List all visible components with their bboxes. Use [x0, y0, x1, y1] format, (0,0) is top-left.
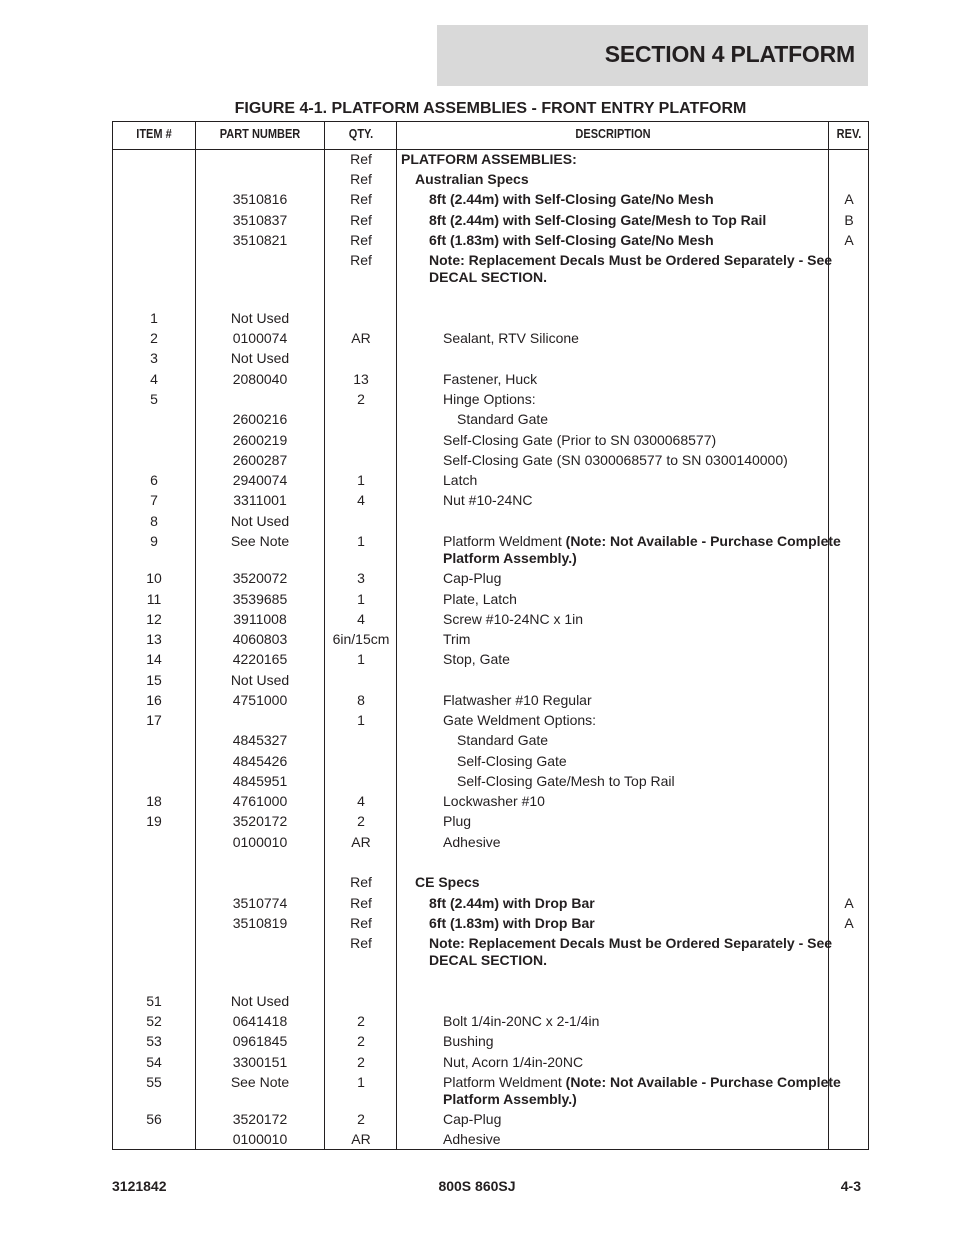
- description: [397, 813, 873, 830]
- item-number: 51: [146, 993, 162, 1009]
- item-number: 52: [146, 1013, 162, 1029]
- part-number: 2600287: [232, 452, 288, 468]
- item-number: 11: [146, 591, 162, 607]
- part-number: See Note: [230, 533, 290, 549]
- quantity: 1: [357, 651, 365, 667]
- item-number: 5: [150, 391, 158, 407]
- figure-title: FIGURE 4-1. PLATFORM ASSEMBLIES - FRONT ENTRY PLATFORM: [234, 100, 747, 117]
- item-number: 15: [146, 672, 162, 688]
- header-divider: [113, 149, 868, 150]
- item-number: 12: [146, 611, 162, 627]
- description: [397, 1074, 873, 1108]
- item-number: 3: [150, 350, 158, 366]
- item-number: 8: [150, 513, 158, 529]
- item-number: 53: [146, 1033, 162, 1049]
- part-number: 3510816: [232, 191, 288, 207]
- quantity: Ref: [350, 252, 372, 268]
- quantity: 2: [357, 1054, 365, 1070]
- quantity: 1: [357, 533, 365, 549]
- description-text: 8ft (2.44m) with Drop Bar: [429, 895, 595, 911]
- part-number: 2600219: [232, 432, 288, 448]
- description: [397, 1013, 873, 1030]
- description: [397, 753, 887, 770]
- description: [397, 915, 859, 932]
- description-text: CE Specs: [415, 874, 480, 890]
- description-text: Cap-Plug: [443, 570, 502, 586]
- part-number: Not Used: [230, 350, 290, 366]
- quantity: AR: [351, 330, 371, 346]
- part-number: 3510821: [232, 232, 288, 248]
- description-text: PLATFORM ASSEMBLIES:: [401, 151, 577, 167]
- part-number: 3510774: [232, 895, 288, 911]
- item-number: 4: [150, 371, 158, 387]
- quantity: 6in/15cm: [332, 631, 390, 647]
- part-number: 4845951: [232, 773, 288, 789]
- description-text: Self-Closing Gate (Prior to SN 0300068577): [443, 432, 717, 448]
- item-number: 56: [146, 1111, 162, 1127]
- quantity: Ref: [350, 191, 372, 207]
- part-number: 2940074: [232, 472, 288, 488]
- quantity: 4: [357, 793, 365, 809]
- description: [397, 371, 873, 388]
- description-text: 6ft (1.83m) with Drop Bar: [429, 915, 595, 931]
- description-text: Plate, Latch: [443, 591, 517, 607]
- part-number: Not Used: [230, 310, 290, 326]
- quantity: 2: [357, 1033, 365, 1049]
- part-number: 3911008: [233, 611, 287, 627]
- part-number: 4220165: [232, 651, 288, 667]
- description: [397, 151, 831, 168]
- description: [397, 1131, 873, 1148]
- footer-model: 800S 860SJ: [438, 1178, 516, 1194]
- part-number: 0961845: [232, 1033, 288, 1049]
- description-text: Hinge Options:: [443, 391, 536, 407]
- part-number: 3510819: [232, 915, 288, 931]
- description-text: Bolt 1/4in-20NC x 2-1/4in: [443, 1013, 600, 1029]
- description: [397, 631, 873, 648]
- description-text: Fastener, Huck: [443, 371, 538, 387]
- item-number: 55: [146, 1074, 162, 1090]
- description-text: Australian Specs: [415, 171, 529, 187]
- part-number: 3539685: [232, 591, 288, 607]
- quantity: 2: [357, 813, 365, 829]
- quantity: 2: [357, 391, 365, 407]
- quantity: AR: [351, 1131, 371, 1147]
- quantity: 3: [357, 570, 365, 586]
- item-number: 16: [146, 692, 162, 708]
- part-number: Not Used: [230, 993, 290, 1009]
- quantity: 1: [357, 472, 365, 488]
- part-number: 4845426: [232, 753, 288, 769]
- description: [397, 472, 873, 489]
- part-number: 4761000: [232, 793, 288, 809]
- description: [397, 171, 845, 188]
- quantity: 4: [357, 492, 365, 508]
- description-text: Sealant, RTV Silicone: [443, 330, 579, 346]
- description-text: Self-Closing Gate (SN 0300068577 to SN 0300140000): [443, 452, 788, 468]
- description: [397, 330, 873, 347]
- description-text: Nut, Acorn 1/4in-20NC: [443, 1054, 584, 1070]
- quantity: 1: [357, 712, 365, 728]
- description: [397, 834, 873, 851]
- description-text: Screw #10-24NC x 1in: [443, 611, 584, 627]
- description: [397, 533, 873, 567]
- part-number: 2600216: [232, 411, 288, 427]
- description: [397, 411, 887, 428]
- description: [397, 191, 859, 208]
- part-number: 2080040: [232, 371, 288, 387]
- quantity: Ref: [350, 895, 372, 911]
- part-number: 0100010: [232, 834, 288, 850]
- description: [397, 651, 873, 668]
- description-text: Standard Gate: [457, 411, 549, 427]
- item-number: 2: [150, 330, 158, 346]
- header-item: ITEM #: [136, 127, 172, 141]
- description-text: Adhesive: [443, 834, 501, 850]
- quantity: Ref: [350, 915, 372, 931]
- quantity: 2: [357, 1013, 365, 1029]
- item-number: 10: [146, 570, 162, 586]
- description-text: Flatwasher #10 Regular: [443, 692, 592, 708]
- part-number: 0641418: [232, 1013, 288, 1029]
- header-description: DESCRIPTION: [575, 127, 651, 141]
- description: [397, 712, 873, 729]
- description-text: Trim: [443, 631, 471, 647]
- header-part-number: PART NUMBER: [219, 127, 301, 141]
- description: [397, 1111, 873, 1128]
- quantity: 1: [357, 1074, 365, 1090]
- quantity: 4: [357, 611, 365, 627]
- quantity: Ref: [350, 232, 372, 248]
- description-text: Gate Weldment Options:: [443, 712, 597, 728]
- description-text: Standard Gate: [457, 732, 549, 748]
- revision: A: [844, 232, 854, 248]
- description: [397, 773, 887, 790]
- quantity: Ref: [350, 874, 372, 890]
- description-text: Self-Closing Gate: [457, 753, 567, 769]
- header-rev: REV.: [836, 127, 862, 141]
- description-text: Adhesive: [443, 1131, 501, 1147]
- description-text: 6ft (1.83m) with Self-Closing Gate/No Mesh: [429, 232, 714, 248]
- description: [397, 1054, 873, 1071]
- description-text: Nut #10-24NC: [443, 492, 533, 508]
- description-text: Lockwasher #10: [443, 793, 545, 809]
- part-number: 4060803: [232, 631, 288, 647]
- item-number: 6: [150, 472, 158, 488]
- item-number: 1: [150, 310, 158, 326]
- part-number: 4845327: [232, 732, 288, 748]
- description: [397, 232, 859, 249]
- item-number: 13: [146, 631, 162, 647]
- description: [397, 611, 873, 628]
- quantity: 2: [357, 1111, 365, 1127]
- quantity: Ref: [350, 171, 372, 187]
- part-number: 3520172: [232, 813, 288, 829]
- description: [397, 895, 859, 912]
- footer-page-number: 4-3: [840, 1178, 861, 1194]
- description: [397, 874, 845, 891]
- description: [397, 692, 873, 709]
- item-number: 14: [146, 651, 162, 667]
- description: [397, 432, 873, 449]
- description: [397, 492, 873, 509]
- item-number: 9: [150, 533, 158, 549]
- description: [397, 793, 873, 810]
- part-number: 3311001: [233, 492, 287, 508]
- description: [397, 252, 859, 286]
- description-text: Latch: [443, 472, 478, 488]
- quantity: Ref: [350, 212, 372, 228]
- parts-table: [112, 121, 869, 1150]
- part-number: 0100010: [232, 1131, 288, 1147]
- description: [397, 570, 873, 587]
- header-qty: QTY.: [348, 127, 374, 141]
- description-text: 8ft (2.44m) with Self-Closing Gate/Mesh to Top Rail: [429, 212, 767, 228]
- revision: B: [844, 212, 854, 228]
- description: [397, 391, 873, 408]
- quantity: 13: [353, 371, 369, 387]
- description-note: (Note: Not Available - Purchase Complete Platform Assembly.): [443, 1074, 841, 1107]
- description-text: Self-Closing Gate/Mesh to Top Rail: [457, 773, 675, 789]
- part-number: 0100074: [232, 330, 288, 346]
- item-number: 17: [146, 712, 162, 728]
- item-number: 19: [146, 813, 162, 829]
- item-number: 18: [146, 793, 162, 809]
- part-number: 4751000: [232, 692, 288, 708]
- item-number: 54: [146, 1054, 162, 1070]
- description-text: 8ft (2.44m) with Self-Closing Gate/No Mesh: [429, 191, 714, 207]
- description-text: Platform Weldment: [443, 1074, 562, 1090]
- part-number: 3520172: [232, 1111, 288, 1127]
- part-number: 3300151: [232, 1054, 288, 1070]
- description: [397, 452, 873, 469]
- description-text: Note: Replacement Decals Must be Ordered Separately - See DECAL SECTION.: [429, 252, 833, 285]
- section-banner: [437, 25, 868, 86]
- part-number: Not Used: [230, 513, 290, 529]
- description-text: Platform Weldment: [443, 533, 562, 549]
- revision: A: [844, 191, 854, 207]
- description: [397, 212, 859, 229]
- part-number: Not Used: [230, 672, 290, 688]
- part-number: 3510837: [232, 212, 288, 228]
- quantity: Ref: [350, 935, 372, 951]
- description-note: (Note: Not Available - Purchase Complete Platform Assembly.): [443, 533, 841, 566]
- section-title: SECTION 4 PLATFORM: [604, 41, 855, 67]
- description-text: Stop, Gate: [443, 651, 510, 667]
- quantity: 8: [357, 692, 365, 708]
- part-number: See Note: [230, 1074, 290, 1090]
- description-text: Cap-Plug: [443, 1111, 502, 1127]
- description: [397, 591, 873, 608]
- description-text: Plug: [443, 813, 472, 829]
- revision: A: [844, 915, 854, 931]
- revision: A: [844, 895, 854, 911]
- item-number: 7: [150, 492, 158, 508]
- quantity: Ref: [350, 151, 372, 167]
- description-text: Bushing: [443, 1033, 494, 1049]
- description: [397, 1033, 873, 1050]
- quantity: 1: [357, 591, 365, 607]
- quantity: AR: [351, 834, 371, 850]
- footer-document-number: 3121842: [112, 1178, 167, 1194]
- description-text: Note: Replacement Decals Must be Ordered Separately - See DECAL SECTION.: [429, 935, 833, 968]
- description: [397, 732, 887, 749]
- description: [397, 935, 859, 969]
- part-number: 3520072: [232, 570, 288, 586]
